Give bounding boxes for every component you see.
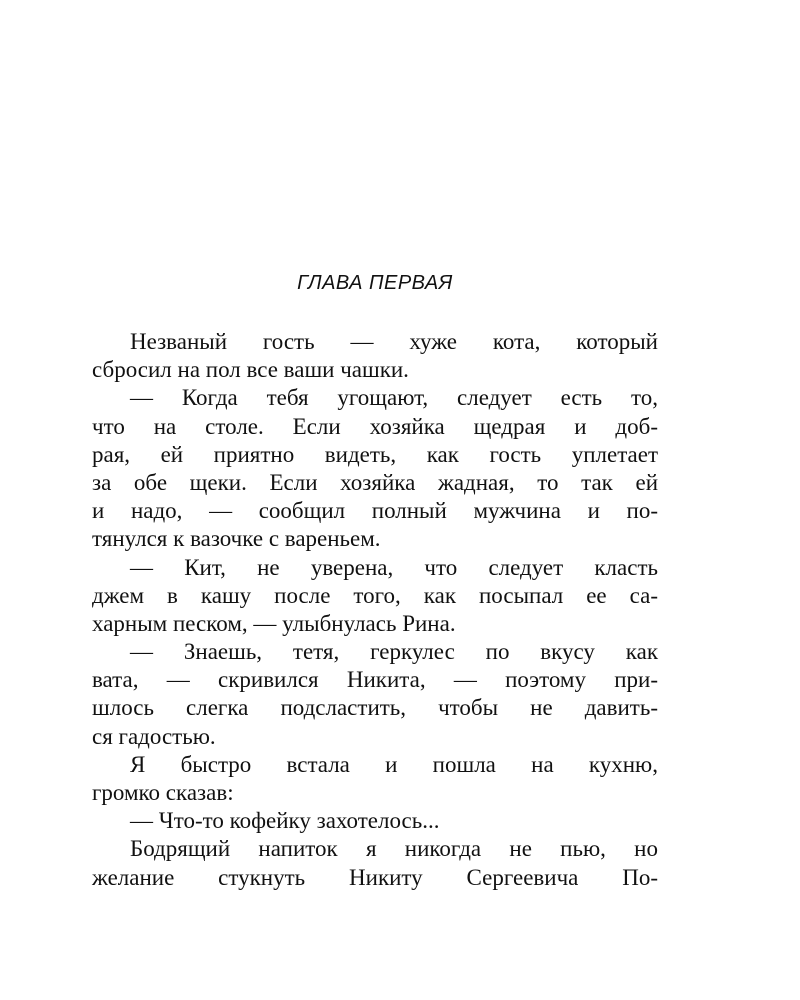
text-line: Я быстро встала и пошла на кухню, <box>130 751 658 777</box>
text-line: — Когда тебя угощают, следует есть то, <box>130 385 658 411</box>
text-line: сбросил на пол все ваши чашки. <box>92 357 409 383</box>
chapter-title: ГЛАВА ПЕРВАЯ <box>297 272 453 294</box>
text-line: Бодрящий напиток я никогда не пью, но <box>130 836 658 862</box>
text-line: тянулся к вазочке с вареньем. <box>92 526 381 552</box>
text-line: — Кит, не уверена, что следует класть <box>130 554 658 580</box>
text-line: джем в кашу после того, как посыпал ее са- <box>92 582 658 608</box>
text-line: вата, — скривился Никита, — поэтому при- <box>92 667 658 693</box>
chapter-body <box>92 328 658 892</box>
text-line: — Что-то кофейку захотелось... <box>130 808 440 834</box>
text-line: ся гадостью. <box>92 723 216 749</box>
text-line: желание стукнуть Никиту Сергеевича По- <box>92 864 658 890</box>
text-line: рая, ей приятно видеть, как гость уплетает <box>92 441 658 467</box>
text-line: громко сказав: <box>92 780 234 805</box>
text-line: за обе щеки. Если хозяйка жадная, то так ей <box>92 469 658 495</box>
text-line: что на столе. Если хозяйка щедрая и доб- <box>92 413 658 439</box>
text-line: Незваный гость — хуже кота, который <box>130 329 658 354</box>
text-line: — Знаешь, тетя, геркулес по вкусу как <box>130 639 658 665</box>
text-line: и надо, — сообщил полный мужчина и по- <box>92 498 658 524</box>
text-line: шлось слегка подсластить, чтобы не давить- <box>92 695 658 721</box>
text-line: харным песком, — улыбнулась Рина. <box>92 610 456 636</box>
